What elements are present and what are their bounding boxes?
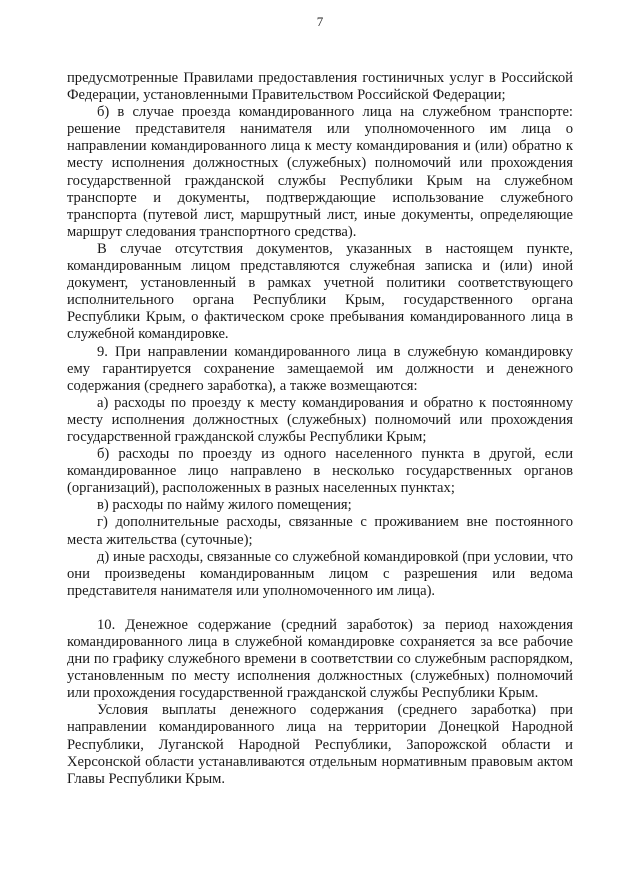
paragraph-9g: г) дополнительные расходы, связанные с проживанием вне постоянного места жительства (суточные); [67,514,573,548]
paragraph-9v: в) расходы по найму жилого помещения; [97,497,352,514]
paragraph-9: 9. При направлении командированного лица в служебную командировку ему гарантируется сохранение замещаемой им должности и денежного содержания (среднего заработка), а также возмещаются: [67,343,573,394]
page-number: 7 [316,14,324,29]
document-body [67,70,573,788]
paragraph-gap [67,600,573,617]
paragraph-9d: д) иные расходы, связанные со служебной командировкой (при условии, что они произведены командированным лицом с разрешения или ведома представителя нанимателя или уполномоченного им лица). [67,548,573,599]
paragraph-9a: а) расходы по проезду к месту командирования и обратно к постоянному месту исполнения должностных (служебных) полномочий или прохождения государственной гражданской службы Республики Крым; [67,394,573,445]
paragraph-10: 10. Денежное содержание (средний заработок) за период нахождения командированного лица в служебной командировке сохраняется за все рабочие дни по графику служебного времени в соответствии со служебным распорядком, установленным по месту исполнения должностных (служебных) полномочий или прохождения государственной гражданской службы Республики Крым. [67,616,573,702]
paragraph-10-conditions: Условия выплаты денежного содержания (среднего заработка) при направлении командированного лица на территории Донецкой Народной Республики, Луганской Народной Республики, Запорожской области и Херсонской области устанавливаются отдельным нормативным правовым актом Главы Республики Крым. [67,702,573,787]
paragraph-8b: б) в случае проезда командированного лица на служебном транспорте: решение представителя нанимателя или уполномоченного им лица о направлении командированного лица к месту командирования и (или) обратно к месту исполнения должностных (служебных) полномочий или прохождения государственной гражданской службы Республики Крым на служебном транспорте и документы, подтверждающие использование служебного транспорта (путевой лист, маршрутный лист, иные документы, определяющие маршрут следования транспортного средства). [67,104,573,240]
paragraph-missing-documents: В случае отсутствия документов, указанных в настоящем пункте, командированным лицом представляются служебная записка и (или) иной документ, установленный в рамках учетной политики соответствующего исполнительного органа Республики Крым, государственного органа Республики Крым, о фактическом сроке пребывания командированного лица в служебной командировке. [67,240,573,343]
paragraph-continuation: предусмотренные Правилами предоставления гостиничных услуг в Российской Федерации, установленными Правительством Российской Федерации; [67,70,573,104]
paragraph-9b: б) расходы по проезду из одного населенного пункта в другой, если командированное лицо направлено в несколько государственных органов (организаций), расположенных в разных населенных пунктах; [67,446,573,497]
